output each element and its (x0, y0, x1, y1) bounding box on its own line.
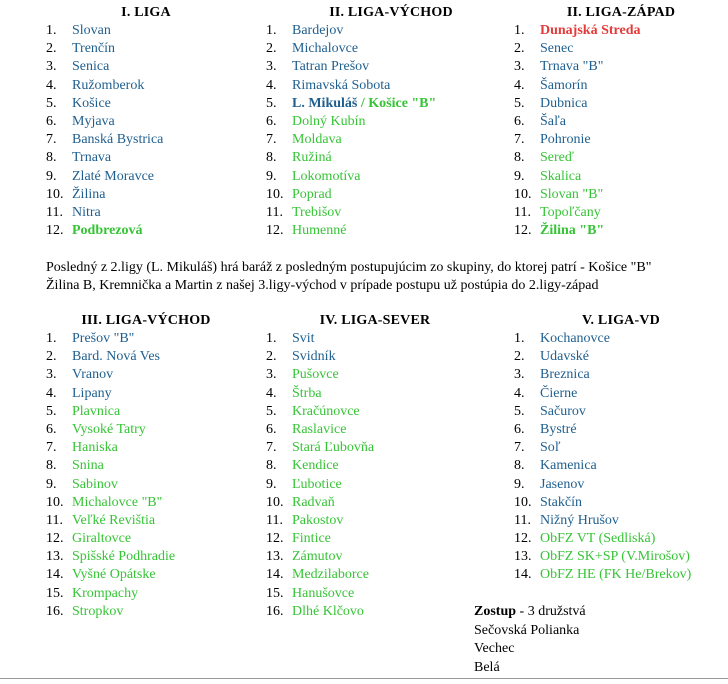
team-row (266, 439, 484, 457)
team-row (514, 168, 728, 186)
team-rank: 6. (514, 421, 525, 437)
team-rank: 7. (514, 440, 525, 456)
team-row (266, 512, 484, 530)
team-row (266, 385, 484, 403)
relegation-count: - 3 družstvá (516, 604, 586, 619)
team-row (514, 439, 728, 457)
team-rank: 3. (266, 59, 277, 75)
team-name: Breznica (540, 367, 590, 383)
team-name: Dolný Kubín (292, 113, 366, 129)
team-rank: 4. (46, 77, 57, 93)
team-rank: 11. (46, 512, 63, 528)
team-name: Stropkov (72, 603, 124, 619)
team-row (266, 204, 516, 222)
team-name: Lipany (72, 385, 112, 401)
team-row (46, 403, 246, 421)
team-row (514, 530, 728, 548)
team-name-part: L. Mikuláš (292, 95, 358, 111)
team-name: Slovan (72, 23, 111, 38)
team-rank: 8. (266, 458, 277, 474)
team-row (266, 494, 484, 512)
team-rank: 9. (266, 476, 277, 492)
team-rank: 11. (266, 204, 283, 220)
team-row (46, 40, 246, 58)
team-name: Ľubotice (292, 476, 342, 492)
league-title: IV. LIGA-SEVER (319, 313, 431, 328)
team-row (514, 204, 728, 222)
team-row (514, 457, 728, 475)
team-row (46, 348, 246, 366)
team-rank: 5. (514, 95, 525, 111)
team-name: Sačurov (540, 403, 586, 419)
team-rank: 4. (514, 385, 525, 401)
team-rank: 9. (514, 476, 525, 492)
team-name: Kendice (292, 458, 339, 474)
team-rank: 3. (46, 367, 57, 383)
team-name: ObFZ VT (Sedliská) (540, 531, 656, 547)
team-name: Bardejov (292, 23, 344, 38)
team-row (46, 476, 246, 494)
team-rank: 12. (514, 223, 532, 239)
team-name: Svidník (292, 349, 336, 365)
league-column-5 (266, 312, 484, 621)
team-rank: 9. (46, 168, 57, 184)
team-rank: 12. (514, 531, 532, 547)
team-row (46, 512, 246, 530)
team-name: Štrba (292, 385, 322, 401)
team-name: Prešov "B" (72, 331, 135, 346)
league-title: III. LIGA-VÝCHOD (81, 313, 211, 328)
team-name: Kračúnovce (292, 403, 360, 419)
team-rank: 14. (514, 567, 532, 583)
relegated-team: Sečovská Polianka (474, 622, 580, 638)
team-name: Giraltovce (72, 531, 132, 547)
team-name: Poprad (292, 186, 332, 202)
team-rank: 11. (514, 512, 531, 528)
team-rank: 12. (266, 223, 284, 239)
team-name: ObFZ HE (FK He/Brekov) (540, 567, 692, 583)
team-row (514, 186, 728, 204)
team-name: Čierne (540, 385, 578, 401)
team-row (514, 113, 728, 131)
team-row (514, 330, 728, 348)
team-name: Senica (72, 59, 110, 75)
team-rank: 1. (46, 331, 57, 346)
team-rank: 13. (514, 549, 532, 565)
team-row (46, 439, 246, 457)
relegation-heading (474, 603, 586, 622)
note-line-1: Posledný z 2.ligy (L. Mikuláš) hrá baráž z posledným postupujúcim zo skupiny, do ktorej patrí - Košice "B" (46, 260, 652, 275)
team-row (514, 131, 728, 149)
team-row (266, 222, 516, 240)
team-name: Senec (540, 41, 574, 57)
team-list (266, 22, 516, 240)
team-row (266, 530, 484, 548)
team-row (266, 421, 484, 439)
team-rank: 7. (46, 440, 57, 456)
team-rank: 1. (514, 23, 525, 38)
team-rank: 8. (46, 458, 57, 474)
team-name: Slovan "B" (540, 186, 604, 202)
team-row (514, 548, 728, 566)
team-rank: 10. (266, 494, 284, 510)
team-name: Rimavská Sobota (292, 77, 391, 93)
team-row (514, 77, 728, 95)
team-row (514, 476, 728, 494)
team-name: Spišské Podhradie (72, 549, 176, 565)
team-row (514, 566, 728, 584)
team-rank: 8. (514, 150, 525, 166)
team-name: Hanušovce (292, 585, 355, 601)
team-name: Sereď (540, 150, 574, 166)
team-rank: 12. (46, 531, 64, 547)
team-name: Pohronie (540, 132, 591, 148)
team-row (266, 95, 516, 113)
team-name: Topoľčany (540, 204, 601, 220)
team-rank: 9. (514, 168, 525, 184)
team-row (46, 603, 246, 621)
team-rank: 3. (514, 59, 525, 75)
team-rank: 8. (514, 458, 525, 474)
team-rank: 6. (266, 421, 277, 437)
team-name: Banská Bystrica (72, 132, 164, 148)
team-row (266, 113, 516, 131)
team-row (514, 494, 728, 512)
team-name: Kamenica (540, 458, 597, 474)
team-row (46, 585, 246, 603)
team-row (266, 77, 516, 95)
team-rank: 16. (46, 603, 64, 619)
team-name: Nižný Hrušov (540, 512, 619, 528)
team-name: Trenčín (72, 41, 116, 57)
team-name: Plavnica (72, 403, 121, 419)
team-row (514, 149, 728, 167)
team-row (266, 186, 516, 204)
team-row (46, 95, 246, 113)
team-name: Skalica (540, 168, 582, 184)
team-name: Snina (72, 458, 104, 474)
team-rank: 6. (46, 113, 57, 129)
team-name: Krompachy (72, 585, 139, 601)
team-rank: 12. (46, 223, 64, 239)
team-row (266, 58, 516, 76)
team-name: Jasenov (540, 476, 585, 492)
team-name: ObFZ SK+SP (V.Mirošov) (540, 549, 690, 565)
team-list (266, 330, 484, 621)
team-list (46, 330, 246, 621)
team-name: Kochanovce (540, 331, 610, 346)
team-row (266, 131, 516, 149)
team-rank: 7. (266, 440, 277, 456)
team-rank: 15. (266, 585, 284, 601)
team-name: Vranov (72, 367, 114, 383)
team-rank: 5. (46, 403, 57, 419)
team-list (514, 22, 728, 240)
team-rank: 1. (514, 331, 525, 346)
league-column-1 (46, 4, 246, 240)
team-row (46, 77, 246, 95)
team-row (46, 186, 246, 204)
team-rank: 2. (266, 41, 277, 57)
relegated-team: Belá (474, 659, 500, 675)
team-rank: 14. (266, 567, 284, 583)
team-row (514, 385, 728, 403)
team-rank: 2. (514, 41, 525, 57)
team-name: Sabinov (72, 476, 118, 492)
team-name: Žilina "B" (540, 223, 605, 239)
team-rank: 5. (46, 95, 57, 111)
team-name: Myjava (72, 113, 115, 129)
league-column-6 (514, 312, 728, 585)
league-title: II. LIGA-ZÁPAD (566, 5, 676, 20)
team-name: Bystré (540, 421, 577, 437)
team-row (266, 366, 484, 384)
team-rank: 5. (266, 95, 277, 111)
team-row (46, 566, 246, 584)
team-name (292, 95, 436, 113)
team-name: Stará Ľubovňa (292, 440, 375, 456)
team-row (46, 131, 246, 149)
team-row (46, 457, 246, 475)
team-name: Šamorín (540, 77, 588, 93)
team-name: Zlaté Moravce (72, 168, 155, 184)
team-rank: 4. (514, 77, 525, 93)
team-rank: 11. (514, 204, 531, 220)
team-row (46, 494, 246, 512)
note-line-2: Žilina B, Kremnička a Martin z našej 3.ligy-východ v prípade postupu už postúpia do 2.ligy-západ (46, 278, 599, 293)
team-row (266, 457, 484, 475)
team-row (266, 168, 516, 186)
team-rank: 7. (266, 132, 277, 148)
team-name: Bard. Nová Ves (72, 349, 161, 365)
team-row (514, 512, 728, 530)
team-name: Michalovce "B" (72, 494, 163, 510)
team-rank: 4. (266, 77, 277, 93)
team-rank: 7. (46, 132, 57, 148)
league-title: V. LIGA-VD (582, 313, 660, 328)
team-rank: 1. (46, 23, 57, 38)
team-row (46, 548, 246, 566)
team-row (46, 113, 246, 131)
league-column-3 (514, 4, 728, 240)
team-rank: 9. (266, 168, 277, 184)
team-rank: 3. (266, 367, 277, 383)
team-rank: 15. (46, 585, 64, 601)
team-rank: 13. (266, 549, 284, 565)
team-row (514, 222, 728, 240)
team-rank: 2. (514, 349, 525, 365)
league-column-4 (46, 312, 246, 621)
team-rank: 1. (266, 331, 277, 346)
relegated-team: Vechec (474, 641, 515, 656)
team-row (266, 40, 516, 58)
playoff-note (46, 259, 722, 295)
league-column-2 (266, 4, 516, 240)
team-row (514, 22, 728, 40)
team-name: Raslavice (292, 421, 347, 437)
team-rank: 12. (266, 531, 284, 547)
team-row (266, 22, 516, 40)
team-rank: 8. (266, 150, 277, 166)
team-row (46, 222, 246, 240)
team-name: Dlhé Klčovo (292, 603, 364, 619)
team-rank: 9. (46, 476, 57, 492)
team-row (46, 22, 246, 40)
team-name: Pakostov (292, 512, 344, 528)
team-row (514, 403, 728, 421)
team-name: Lokomotíva (292, 168, 361, 184)
team-list (46, 22, 246, 240)
team-name: Pušovce (292, 367, 339, 383)
team-row (266, 585, 484, 603)
team-row (46, 58, 246, 76)
team-name: Košice (72, 95, 111, 111)
team-row (46, 366, 246, 384)
league-title: I. LIGA (121, 5, 171, 20)
team-rank: 13. (46, 549, 64, 565)
team-name: Ružiná (292, 150, 332, 166)
team-rank: 4. (266, 385, 277, 401)
team-row (514, 366, 728, 384)
team-row (266, 476, 484, 494)
team-row (266, 603, 484, 621)
team-rank: 2. (46, 349, 57, 365)
team-rank: 10. (514, 494, 532, 510)
team-name: Veľké Revištia (72, 512, 156, 528)
team-name: Soľ (540, 440, 561, 456)
team-name: Žilina (72, 186, 106, 202)
team-row (514, 348, 728, 366)
team-rank: 3. (514, 367, 525, 383)
team-rank: 7. (514, 132, 525, 148)
team-name: Dunajská Streda (540, 23, 641, 38)
team-row (46, 530, 246, 548)
team-name: Medzilaborce (292, 567, 369, 583)
team-rank: 2. (266, 349, 277, 365)
team-row (266, 566, 484, 584)
team-rank: 6. (46, 421, 57, 437)
team-name: Podbrezová (72, 223, 143, 239)
team-rank: 10. (266, 186, 284, 202)
team-row (46, 330, 246, 348)
team-row (46, 385, 246, 403)
team-rank: 10. (46, 186, 64, 202)
team-rank: 2. (46, 41, 57, 57)
team-name: Michalovce (292, 41, 359, 57)
team-name: Šaľa (540, 113, 566, 129)
team-row (514, 95, 728, 113)
team-name: Tatran Prešov (292, 59, 370, 75)
bottom-divider (0, 678, 728, 679)
team-name: Haniska (72, 440, 118, 456)
team-rank: 6. (514, 113, 525, 129)
team-row (46, 168, 246, 186)
team-name: Vysoké Tatry (72, 421, 146, 437)
team-name: Ružomberok (72, 77, 145, 93)
team-name: Stakčín (540, 494, 582, 510)
team-name: Fintice (292, 531, 331, 547)
relegation-title: Zostup (474, 604, 517, 619)
team-rank: 5. (514, 403, 525, 419)
team-name: Dubnica (540, 95, 588, 111)
team-row (46, 421, 246, 439)
team-name-part: / Košice "B" (357, 95, 437, 111)
team-name: Trnava "B" (540, 59, 604, 75)
team-rank: 1. (266, 23, 277, 38)
team-row (266, 403, 484, 421)
team-list (514, 330, 728, 585)
league-title: II. LIGA-VÝCHOD (329, 5, 453, 20)
team-name: Radvaň (292, 494, 335, 510)
team-row (266, 149, 516, 167)
team-name: Vyšné Opátske (72, 567, 156, 583)
team-rank: 14. (46, 567, 64, 583)
team-name: Zámutov (292, 549, 343, 565)
team-rank: 11. (46, 204, 63, 220)
team-name: Nitra (72, 204, 101, 220)
team-rank: 3. (46, 59, 57, 75)
team-row (514, 58, 728, 76)
relegation-block (474, 603, 586, 677)
team-row (46, 149, 246, 167)
team-rank: 6. (266, 113, 277, 129)
team-name: Trnava (72, 150, 112, 166)
team-row (514, 421, 728, 439)
team-row (514, 40, 728, 58)
team-row (266, 330, 484, 348)
team-rank: 4. (46, 385, 57, 401)
team-name: Svit (292, 331, 315, 346)
team-row (266, 348, 484, 366)
team-rank: 16. (266, 603, 284, 619)
team-rank: 10. (514, 186, 532, 202)
team-name: Humenné (292, 223, 347, 239)
team-name: Trebišov (292, 204, 342, 220)
team-rank: 5. (266, 403, 277, 419)
team-name: Moldava (292, 132, 342, 148)
team-rank: 11. (266, 512, 283, 528)
team-row (46, 204, 246, 222)
team-name: Udavské (540, 349, 589, 365)
team-row (266, 548, 484, 566)
team-rank: 10. (46, 494, 64, 510)
team-rank: 8. (46, 150, 57, 166)
